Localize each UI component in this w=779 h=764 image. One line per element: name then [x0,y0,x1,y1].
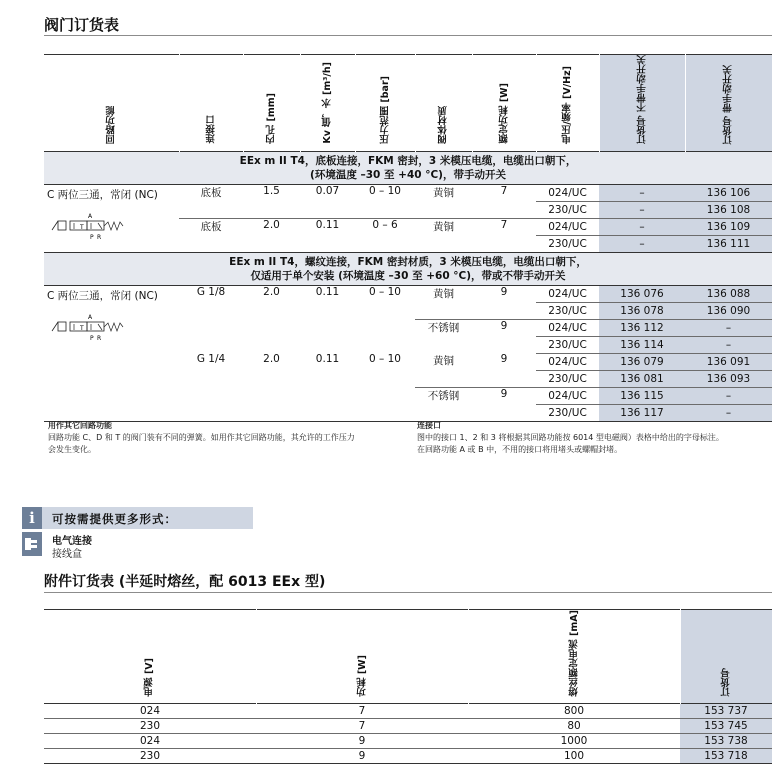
note-right-line-1: 图中的接口 1、2 和 3 将根据其回路功能按 6014 型电磁阀）表格中给出的字母标注。 [417,433,724,442]
svg-text:A: A [88,313,93,321]
section-1-title-2: (环境温度 –30 至 +40 °C)，带手动开关 [310,168,506,181]
valve-symbol-icon [50,309,136,345]
note-right-line-2: 在回路功能 A 或 B 中，不用的接口将用堵头或螺帽封堵。 [417,445,623,454]
port-cell: 底板 [200,220,222,233]
kv-cell: 0.11 [315,285,340,298]
table-row [44,184,772,201]
kv-cell: 0.07 [315,184,340,197]
port-cell: G 1/4 [196,353,226,366]
voltage-cell: 230/UC [536,370,599,387]
table-row [44,749,772,764]
col-pressure: 压力范围 [bar] [355,55,415,152]
table-row [44,285,772,302]
page-title: 阀门订货表 [44,16,120,34]
col-orifice: 内孔 [mm] [243,55,300,152]
voltage-cell: 024/UC [536,319,599,336]
kv-cell: 0.11 [315,353,340,366]
electrical-connection-title: 电气连接 [52,536,92,547]
supply-cell: 024 [44,734,256,749]
order-no-manual-cell: – [599,218,685,235]
power-cell: 9 [256,734,468,749]
power-cell: 7 [500,184,508,197]
col-kv: Kv 值，水 [m³/h] [300,55,355,152]
power-cell: 9 [472,353,536,387]
body-cell: 黄铜 [415,353,472,387]
info-text: 可按需提供更多形式： [52,512,177,526]
voltage-cell: 230/UC [548,203,587,216]
voltage-cell: 230/UC [536,302,599,319]
accessory-title: 附件订货表 (半延时熔丝，配 6013 EEx 型) [44,574,326,590]
col-power: 功耗 [W] [256,610,468,704]
col-fuse-current: 熔丝额定电流 [mA] [468,610,680,704]
order-with-manual-cell: 136 111 [685,235,772,252]
svg-text:T: T [80,324,84,332]
order-no-manual-cell: – [599,184,685,201]
order-no-manual-cell: 136 076 [599,285,685,302]
order-with-manual-cell: 136 091 [685,353,772,370]
order-no-manual-cell: 136 078 [599,302,685,319]
info-icon: i [22,507,42,529]
orifice-cell: 1.5 [263,184,280,197]
accessory-table [44,609,772,764]
svg-text:A: A [88,212,93,220]
orifice-cell: 2.0 [263,285,280,298]
order-cell: 153 745 [680,719,772,734]
section-1-title-1: EEx m II T4，底板连接，FKM 密封，3 米模压电缆，电缆出口朝下， [239,154,577,167]
col-order-number: 订货号 [680,610,772,704]
voltage-cell: 024/UC [536,184,599,201]
power-cell: 7 [256,719,468,734]
svg-text:P: P [90,334,94,342]
supply-cell: 230 [44,719,256,734]
junction-box-label: 接线盒 [52,549,82,560]
order-with-manual-cell: 136 090 [685,302,772,319]
function-cell-1: C 两位三通，常闭 (NC) A T P R [44,184,179,252]
title-rule [44,35,772,36]
note-other-functions [48,420,408,456]
power-cell: 9 [472,387,536,421]
order-no-manual-cell: 136 081 [599,370,685,387]
col-function: 回路功能 [105,105,117,144]
col-order-with-manual: 订货号 带手动开关 [685,55,772,152]
col-supply-voltage: 电源 [V] [144,657,156,697]
kv-cell: 0.11 [315,218,340,231]
body-cell: 黄铜 [415,285,472,319]
note-ports [417,420,777,456]
body-cell: 不锈钢 [415,387,472,421]
note-left-line-1: 回路功能 C、D 和 T 的阀门装有不同的弹簧。如用作其它回路功能，其允许的工作压力 [48,433,355,442]
table-row [44,734,772,749]
note-left-title: 用作其它回路功能 [48,421,112,430]
col-body: 阀体材质 [415,55,472,152]
order-cell: 153 718 [680,749,772,764]
pressure-cell: 0 – 6 [372,218,398,231]
order-no-manual-cell: 136 115 [599,387,685,404]
voltage-cell: 024/UC [536,387,599,404]
orifice-cell: 2.0 [263,353,280,366]
current-cell: 80 [468,719,680,734]
table-row [44,704,772,719]
voltage-cell: 024/UC [536,285,599,302]
voltage-cell: 230/UC [548,406,587,419]
valve-order-table [44,54,772,422]
col-port: 连接口 [179,55,243,152]
col-voltage: 电压/频率 [V/Hz] [536,55,599,152]
plug-icon [22,532,42,556]
current-cell: 800 [468,704,680,719]
order-with-manual-cell: – [685,319,772,336]
order-no-manual-cell: – [599,235,685,252]
function-cell-2: C 两位三通，常闭 (NC) A T P R [44,285,179,421]
order-no-manual-cell: 136 079 [599,353,685,370]
svg-text:T: T [80,223,84,231]
voltage-cell: 230/UC [548,237,587,250]
power-cell: 9 [358,750,366,763]
voltage-cell: 024/UC [536,218,599,235]
port-cell: 底板 [200,186,222,199]
order-with-manual-cell: 136 108 [685,201,772,218]
power-cell: 7 [500,218,508,231]
order-with-manual-cell: – [685,336,772,353]
power-cell: 9 [500,319,508,332]
order-with-manual-cell: 136 109 [685,218,772,235]
section-band-2 [44,252,772,285]
accessory-title-rule [44,592,772,593]
valve-symbol-icon [50,208,136,244]
order-cell: 153 738 [680,734,772,749]
svg-text:P: P [90,233,94,241]
orifice-cell: 2.0 [263,218,280,231]
voltage-cell: 230/UC [536,336,599,353]
col-power: 额定功耗 [W] [472,55,536,152]
current-cell: 100 [563,750,585,763]
supply-cell: 230 [139,750,161,763]
table-row [44,719,772,734]
order-no-manual-cell: 136 112 [599,319,685,336]
body-cell: 黄铜 [433,220,454,233]
order-with-manual-cell: 136 106 [685,184,772,201]
section-2-title-1: EEx m II T4，螺纹连接，FKM 密封材质，3 米模压电缆，电缆出口朝下， [229,255,587,268]
order-with-manual-cell: 136 088 [685,285,772,302]
accessory-header-row [44,610,772,704]
voltage-cell: 024/UC [536,353,599,370]
order-with-manual-cell: – [685,404,772,421]
svg-text:R: R [97,334,102,342]
body-cell: 黄铜 [433,186,454,199]
order-with-manual-cell: 136 093 [685,370,772,387]
order-no-manual-cell: 136 117 [599,404,685,421]
port-cell: G 1/8 [196,285,226,298]
col-order-no-manual: 订货号 不带手动开关 [599,55,685,152]
order-with-manual-cell: – [685,387,772,404]
svg-text:R: R [97,233,102,241]
section-band-1 [44,151,772,184]
note-left-line-2: 会发生变化。 [48,445,96,454]
section-2-title-2: 仅适用于单个安装 (环境温度 –30 至 +60 °C)，带或不带手动开关 [250,269,566,282]
header-row [44,55,772,152]
power-cell: 7 [256,704,468,719]
current-cell: 1000 [468,734,680,749]
body-cell: 不锈钢 [427,321,460,334]
pressure-cell: 0 – 10 [369,285,401,298]
order-cell: 153 737 [680,704,772,719]
note-right-title: 连接口 [417,421,441,430]
power-cell: 9 [472,285,536,319]
pressure-cell: 0 – 10 [369,184,401,197]
supply-cell: 024 [44,704,256,719]
order-no-manual-cell: – [599,201,685,218]
order-no-manual-cell: 136 114 [599,336,685,353]
pressure-cell: 0 – 10 [369,353,401,366]
